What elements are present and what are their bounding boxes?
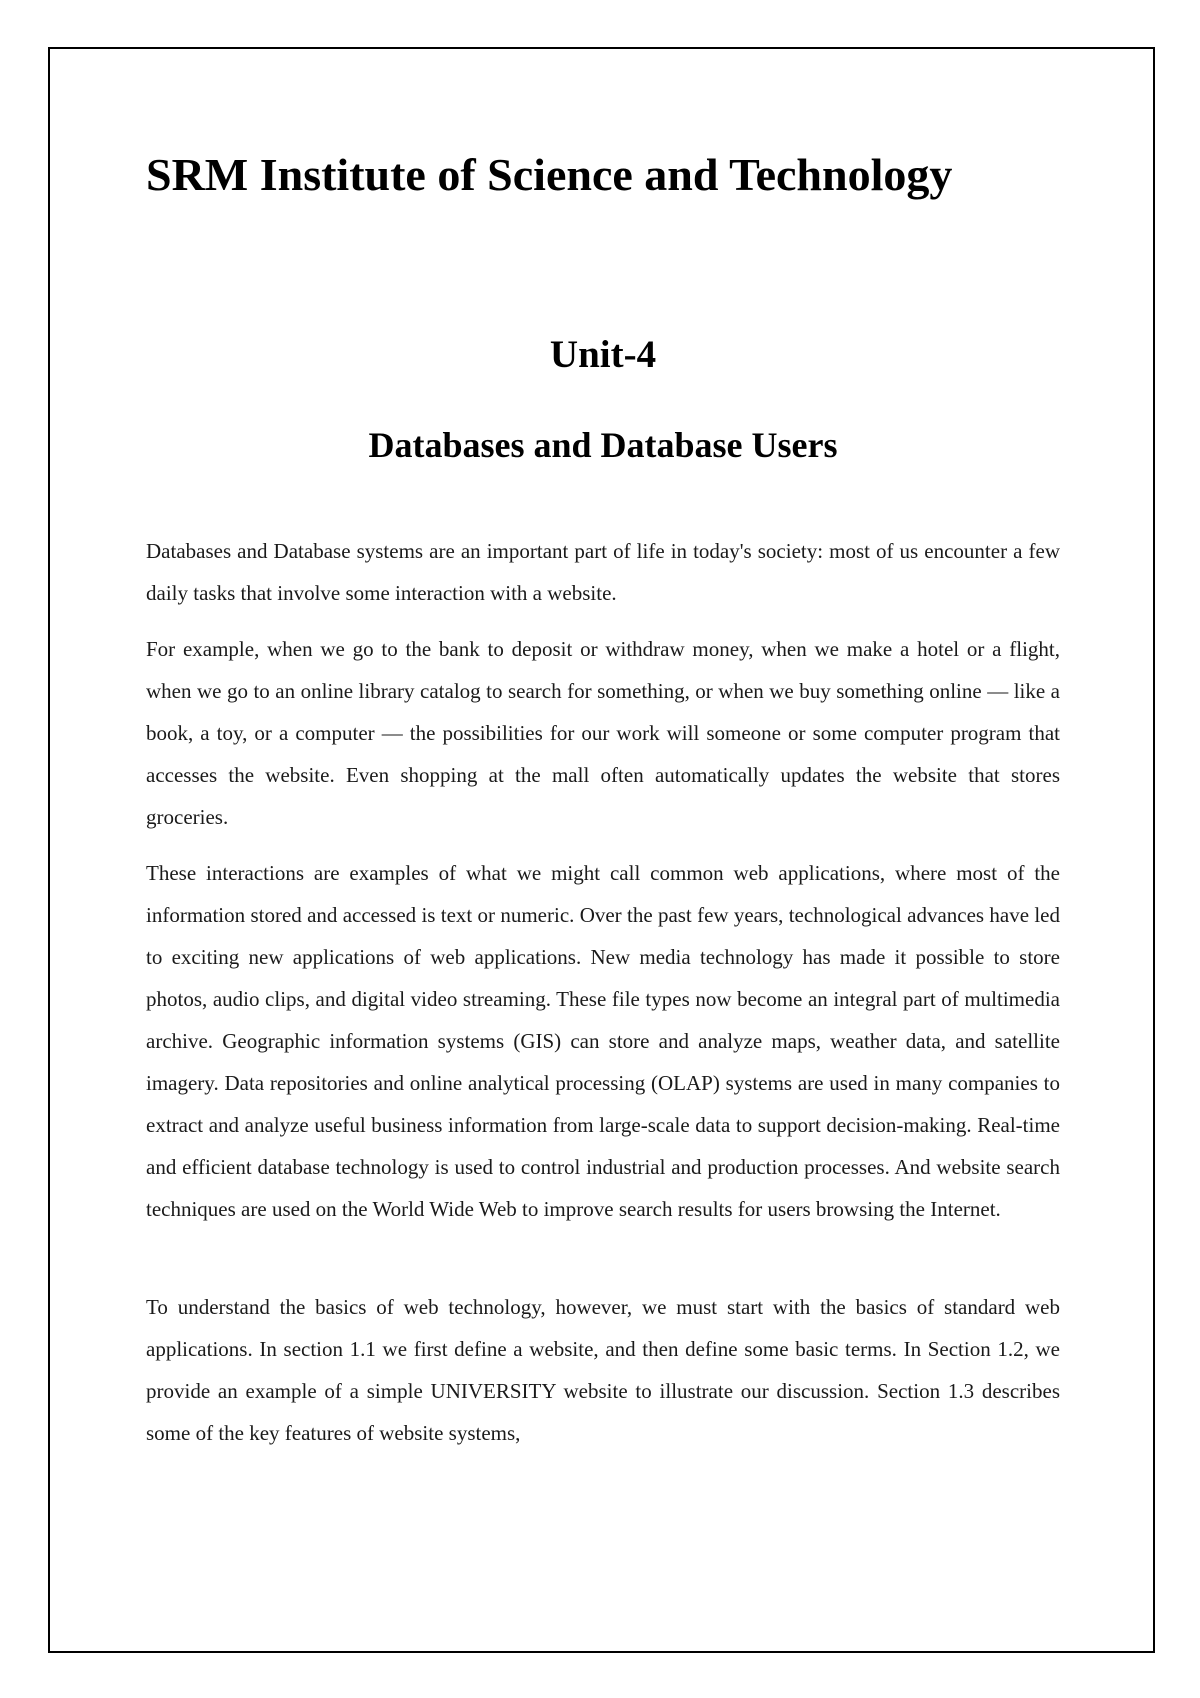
paragraph: For example, when we go to the bank to deposit or withdraw money, when we make a hotel or a flight, when we go to an online library catalog to search for something, or when we buy something online — like a book, a toy, or a computer — the possibilities for our work will someone or some computer program that accesses the website. Even shopping at the mall often automatically updates the website that stores groceries.: [146, 637, 1060, 829]
document-content: [146, 140, 1060, 1445]
body-text: [146, 530, 1060, 1468]
institute-title: SRM Institute of Science and Technology: [146, 149, 953, 200]
paragraph: These interactions are examples of what we might call common web applications, where most of the information stored and accessed is text or numeric. Over the past few years, technological advances have led to exciting new applications of web applications. New media technology has made it possible to store photos, audio clips, and digital video streaming. These file types now become an integral part of multimedia archive. Geographic information systems (GIS) can store and analyze maps, weather data, and satellite imagery. Data repositories and online analytical processing (OLAP) systems are used in many companies to extract and analyze useful business information from large-scale data to support decision-making. Real-time and efficient database technology is used to control industrial and production processes. And website search techniques are used on the World Wide Web to improve search results for users browsing the Internet.: [146, 861, 1060, 1221]
unit-title: Unit-4: [549, 333, 657, 376]
paragraph: To understand the basics of web technology, however, we must start with the basics of standard web applications. In section 1.1 we first define a website, and then define some basic terms. In Section 1.2, we provide an example of a simple UNIVERSITY website to illustrate our discussion. Section 1.3 describes some of the key features of website systems,: [146, 1295, 1060, 1445]
section-title: Databases and Database Users: [368, 425, 838, 465]
paragraph: Databases and Database systems are an important part of life in today's society: most of us encounter a few daily tasks that involve some interaction with a website.: [146, 539, 1060, 605]
